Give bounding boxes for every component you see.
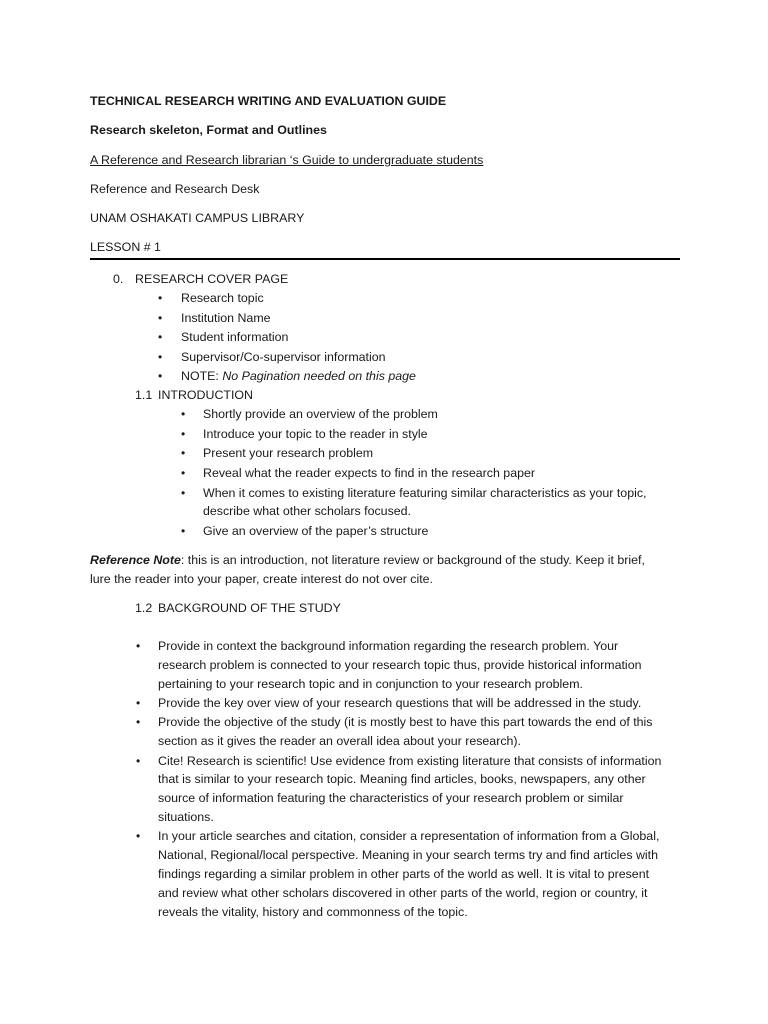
paragraph-line: reveals the vitality, history and commonness of the topic. — [158, 905, 468, 919]
document-title: TECHNICAL RESEARCH WRITING AND EVALUATION GUIDE — [90, 94, 447, 108]
bullet-icon: • — [181, 407, 186, 421]
note-text: No Pagination needed on this page — [222, 369, 416, 383]
bullet-icon: • — [158, 291, 163, 305]
reference-note-label: Reference Note — [90, 553, 181, 567]
bullet-icon: • — [158, 311, 163, 325]
list-item: Student information — [181, 330, 289, 344]
reference-note-text: : this is an introduction, not literature review or background of the study. Keep it brief, — [180, 553, 645, 567]
bullet-icon: • — [181, 524, 186, 538]
section-heading-background: BACKGROUND OF THE STUDY — [158, 601, 341, 615]
section-number: 0. — [113, 272, 124, 286]
bullet-icon: • — [181, 486, 186, 500]
section-number: 1.1 — [135, 388, 153, 402]
document-subtitle: Research skeleton, Format and Outlines — [90, 123, 327, 137]
paragraph-line: Provide the key over view of your research questions that will be addressed in the study. — [158, 696, 642, 710]
list-item: Supervisor/Co-supervisor information — [181, 350, 386, 364]
note-prefix: NOTE: — [181, 369, 223, 383]
bullet-icon: • — [136, 639, 141, 653]
paragraph-line: Provide the objective of the study (it is mostly best to have this part towards the end of this — [158, 715, 653, 729]
paragraph-line: findings regarding a similar problem in other parts of the world as well. It is vital to present — [158, 867, 650, 881]
list-item: Give an overview of the paper’s structure — [203, 524, 429, 538]
paragraph-line: Provide in context the background information regarding the research problem. Your — [158, 639, 619, 653]
bullet-icon: • — [136, 696, 141, 710]
list-item-note — [181, 367, 416, 386]
list-item: Institution Name — [181, 311, 271, 325]
bullet-icon: • — [136, 715, 141, 729]
paragraph-line: section as it gives the reader an overall idea about your research). — [158, 734, 521, 748]
bullet-icon: • — [181, 427, 186, 441]
section-heading-cover: RESEARCH COVER PAGE — [135, 272, 289, 286]
paragraph-line: National, Regional/local perspective. Meaning in your search terms try and find articles with — [158, 848, 658, 862]
bullet-icon: • — [181, 466, 186, 480]
list-item: Shortly provide an overview of the problem — [203, 407, 438, 421]
library-line: UNAM OSHAKATI CAMPUS LIBRARY — [90, 211, 305, 225]
paragraph-line: source of information featuring the characteristics of your research problem or similar — [158, 791, 624, 805]
bullet-icon: • — [136, 829, 141, 843]
bullet-icon: • — [136, 754, 141, 768]
paragraph-line: In your article searches and citation, consider a representation of information from a Global, — [158, 829, 660, 843]
reference-note-line1 — [90, 551, 645, 570]
list-item: Present your research problem — [203, 446, 374, 460]
list-item-continuation: describe what other scholars focused. — [203, 504, 411, 518]
section-heading-introduction: INTRODUCTION — [158, 388, 253, 402]
paragraph-line: situations. — [158, 810, 214, 824]
list-item: Introduce your topic to the reader in style — [203, 427, 428, 441]
reference-note-line2: lure the reader into your paper, create interest do not over cite. — [90, 572, 434, 586]
lesson-line: LESSON # 1 — [90, 240, 161, 254]
paragraph-line: pertaining to your research topic and in conjunction to your research problem. — [158, 677, 583, 691]
paragraph-line: Cite! Research is scientific! Use evidence from existing literature that consists of information — [158, 754, 662, 768]
guide-line: A Reference and Research librarian ‘s Guide to undergraduate students — [90, 153, 484, 167]
paragraph-line: research problem is connected to your research topic thus, provide historical information — [158, 658, 642, 672]
list-item: When it comes to existing literature featuring similar characteristics as your topic, — [203, 486, 647, 500]
bullet-icon: • — [181, 446, 186, 460]
bullet-icon: • — [158, 350, 163, 364]
bullet-icon: • — [158, 330, 163, 344]
list-item: Reveal what the reader expects to find in the research paper — [203, 466, 535, 480]
paragraph-line: that is similar to your research topic. Meaning find articles, books, newspapers, any other — [158, 772, 646, 786]
bullet-icon: • — [158, 369, 163, 383]
paragraph-line: and review what other scholars discovered in other parts of the world, region or country, it — [158, 886, 648, 900]
desk-line: Reference and Research Desk — [90, 182, 260, 196]
section-number: 1.2 — [135, 601, 153, 615]
list-item: Research topic — [181, 291, 264, 305]
header-divider — [90, 258, 680, 260]
